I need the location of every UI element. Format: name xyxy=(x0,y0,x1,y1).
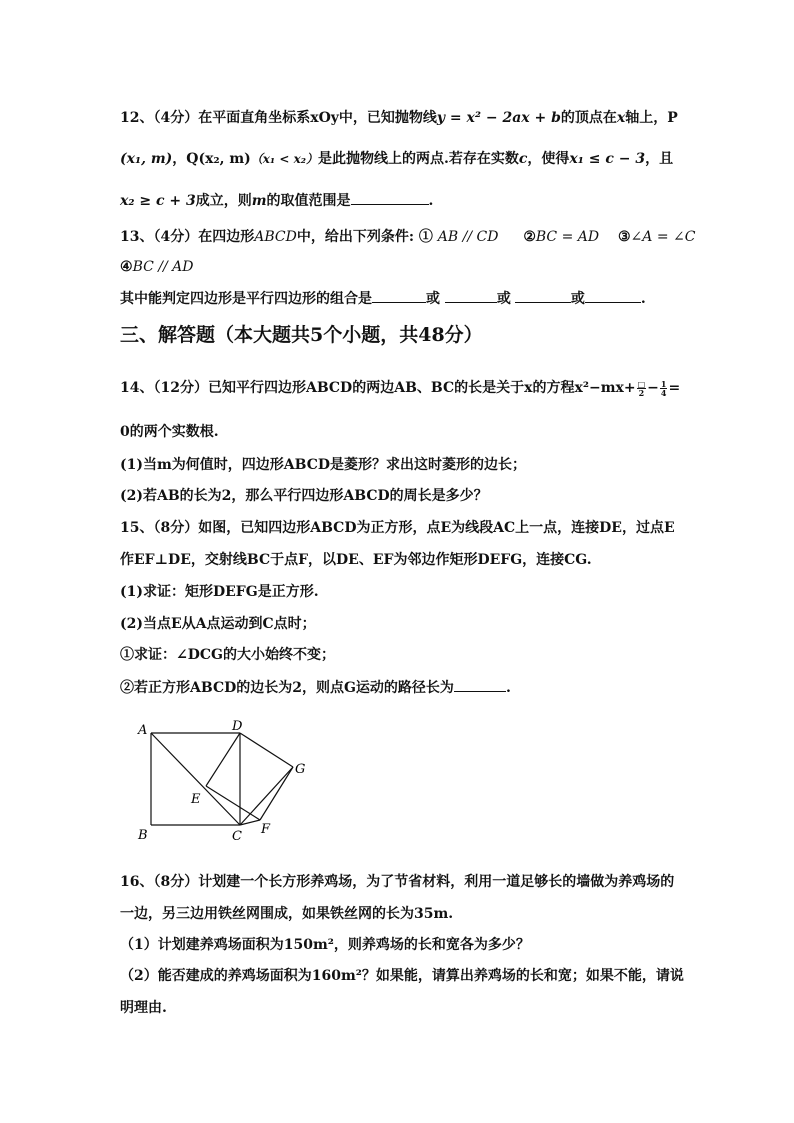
q12-line3 xyxy=(120,190,433,211)
q13-condition-4-number: ④ xyxy=(120,259,133,275)
q14-line2: 0的两个实数根. xyxy=(120,424,219,440)
q13-answer-blank-4[interactable] xyxy=(585,288,641,303)
q12-text: 的顶点在 xyxy=(560,110,617,126)
q15-line1: 15、（8分）如图，已知四边形ABCD为正方形，点E为线段AC上一点，连接DE，过点E xyxy=(120,520,675,536)
label-b: B xyxy=(138,828,148,843)
label-a: A xyxy=(138,723,148,738)
q13-or: 或 xyxy=(426,291,440,307)
q13-answer-blank-1[interactable] xyxy=(372,288,426,303)
q15-sub1: ①求证：∠DCG的大小始终不变； xyxy=(120,647,335,663)
q14-fraction-1-denominator: 2 xyxy=(638,387,645,398)
q12-parabola-formula: y = x² − 2ax + b xyxy=(436,110,561,126)
q12-line2 xyxy=(120,149,673,169)
label-c: C xyxy=(232,829,242,844)
q13-line3 xyxy=(120,288,646,309)
q14-equals: = xyxy=(668,380,681,396)
q14-part2: (2)若AB的长为2，那么平行四边形ABCD的周长是多少？ xyxy=(120,488,488,504)
q12-text: 是此抛物线上的两点.若存在实数 xyxy=(318,151,519,167)
q13-condition-3-number: ③ xyxy=(617,229,631,245)
q13-answer-blank-3[interactable] xyxy=(515,288,571,303)
q12-inequality-1: x₁ ≤ c − 3 xyxy=(569,151,646,167)
q13-answer-blank-2[interactable] xyxy=(445,288,497,303)
q12-inequality-2: x₂ ≥ c + 3 xyxy=(120,193,196,209)
q13-condition-1: AB // CD xyxy=(437,229,499,245)
q13-condition-2: BC = AD xyxy=(535,229,600,245)
q15-sub2-text: ②若正方形ABCD的边长为2，则点G运动的路径长为 xyxy=(120,680,454,696)
label-g: G xyxy=(295,762,306,777)
segment-dg xyxy=(240,733,293,767)
q13-text: 中，给出下列条件: ① xyxy=(296,229,433,245)
q12-line1 xyxy=(120,108,678,128)
q15-part2: (2)当点E从A点运动到C点时； xyxy=(120,616,316,632)
q14-fraction-1-numerator: □ xyxy=(637,378,646,389)
diagonal-ac xyxy=(151,733,240,825)
q16-part1: （1）计划建养鸡场面积为150m²，则养鸡场的长和宽各为多少？ xyxy=(120,937,530,953)
q12-text: ，且 xyxy=(645,151,674,167)
segment-gf xyxy=(260,767,293,820)
q15-period: . xyxy=(505,680,511,696)
label-e: E xyxy=(191,792,201,807)
q13-quadrilateral: ABCD xyxy=(254,229,297,245)
q16-line2: 一边，另三边用铁丝网围成，如果铁丝网的长为35m. xyxy=(120,906,454,922)
label-d: D xyxy=(232,720,243,734)
q14-text: 14、（12分）已知平行四边形ABCD的两边AB、BC的长是关于x的方程x²−mx+ xyxy=(120,380,636,396)
q14-fraction-1 xyxy=(637,380,647,397)
q13-or: 或 xyxy=(496,291,511,307)
q15-geometry-figure xyxy=(130,720,320,845)
segment-cg xyxy=(240,767,293,825)
q12-text: 12、（4分）在平面直角坐标系xOy中，已知抛物线 xyxy=(120,110,437,126)
q13-period: . xyxy=(640,291,646,307)
q14-line1 xyxy=(120,378,680,398)
q16-part2: （2）能否建成的养鸡场面积为160m²？如果能，请算出养鸡场的长和宽；如果不能，请说 xyxy=(120,968,684,984)
q12-x-var: x xyxy=(616,110,626,126)
q12-answer-blank[interactable] xyxy=(351,190,429,205)
q14-fraction-2 xyxy=(660,380,668,397)
q15-sub2 xyxy=(120,677,511,698)
q15-line2: 作EF⊥DE，交射线BC于点F，以DE、EF为邻边作矩形DEFG，连接CG. xyxy=(120,552,592,568)
q13-text: 13、（4分）在四边形 xyxy=(120,229,255,245)
segment-ef xyxy=(206,786,260,820)
q15-answer-blank[interactable] xyxy=(454,677,506,692)
q12-period: . xyxy=(428,193,434,209)
q13-line1 xyxy=(120,227,695,247)
section-title: 三、解答题（本大题共5个小题，共48分） xyxy=(120,324,483,346)
q12-condition: （x₁ < x₂） xyxy=(250,152,319,166)
q12-point-p: (x₁, m) xyxy=(120,151,173,167)
q16-part2-cont: 明理由. xyxy=(120,1000,167,1016)
segment-de xyxy=(206,733,240,786)
q12-point-q: ，Q(x₂, m) xyxy=(172,151,251,167)
q12-m-var: m xyxy=(251,193,267,209)
q14-minus: − xyxy=(647,380,659,396)
q12-text: 轴上，P xyxy=(625,110,678,126)
q13-condition-2-number: ② xyxy=(523,229,536,245)
q14-fraction-2-numerator: 1 xyxy=(660,378,667,389)
q12-text: 成立，则 xyxy=(195,193,252,209)
q13-condition-4: BC // AD xyxy=(132,259,194,275)
q16-line1: 16、（8分）计划建一个长方形养鸡场，为了节省材料，利用一道足够长的墙做为养鸡场的 xyxy=(120,874,675,890)
label-f: F xyxy=(261,822,271,837)
q13-condition-3: ∠A = ∠C xyxy=(630,229,696,245)
q12-c-var: c xyxy=(518,151,528,167)
q12-text: 的取值范围是 xyxy=(266,193,351,209)
q12-text: ，使得 xyxy=(527,151,570,167)
q14-fraction-2-denominator: 4 xyxy=(660,387,667,398)
q13-text: 其中能判定四边形是平行四边形的组合是 xyxy=(120,291,372,307)
q14-part1: (1)当m为何值时，四边形ABCD是菱形？求出这时菱形的边长； xyxy=(120,457,527,473)
q13-or: 或 xyxy=(570,291,585,307)
q15-part1: (1)求证：矩形DEFG是正方形. xyxy=(120,584,319,600)
q13-line2 xyxy=(120,257,194,277)
